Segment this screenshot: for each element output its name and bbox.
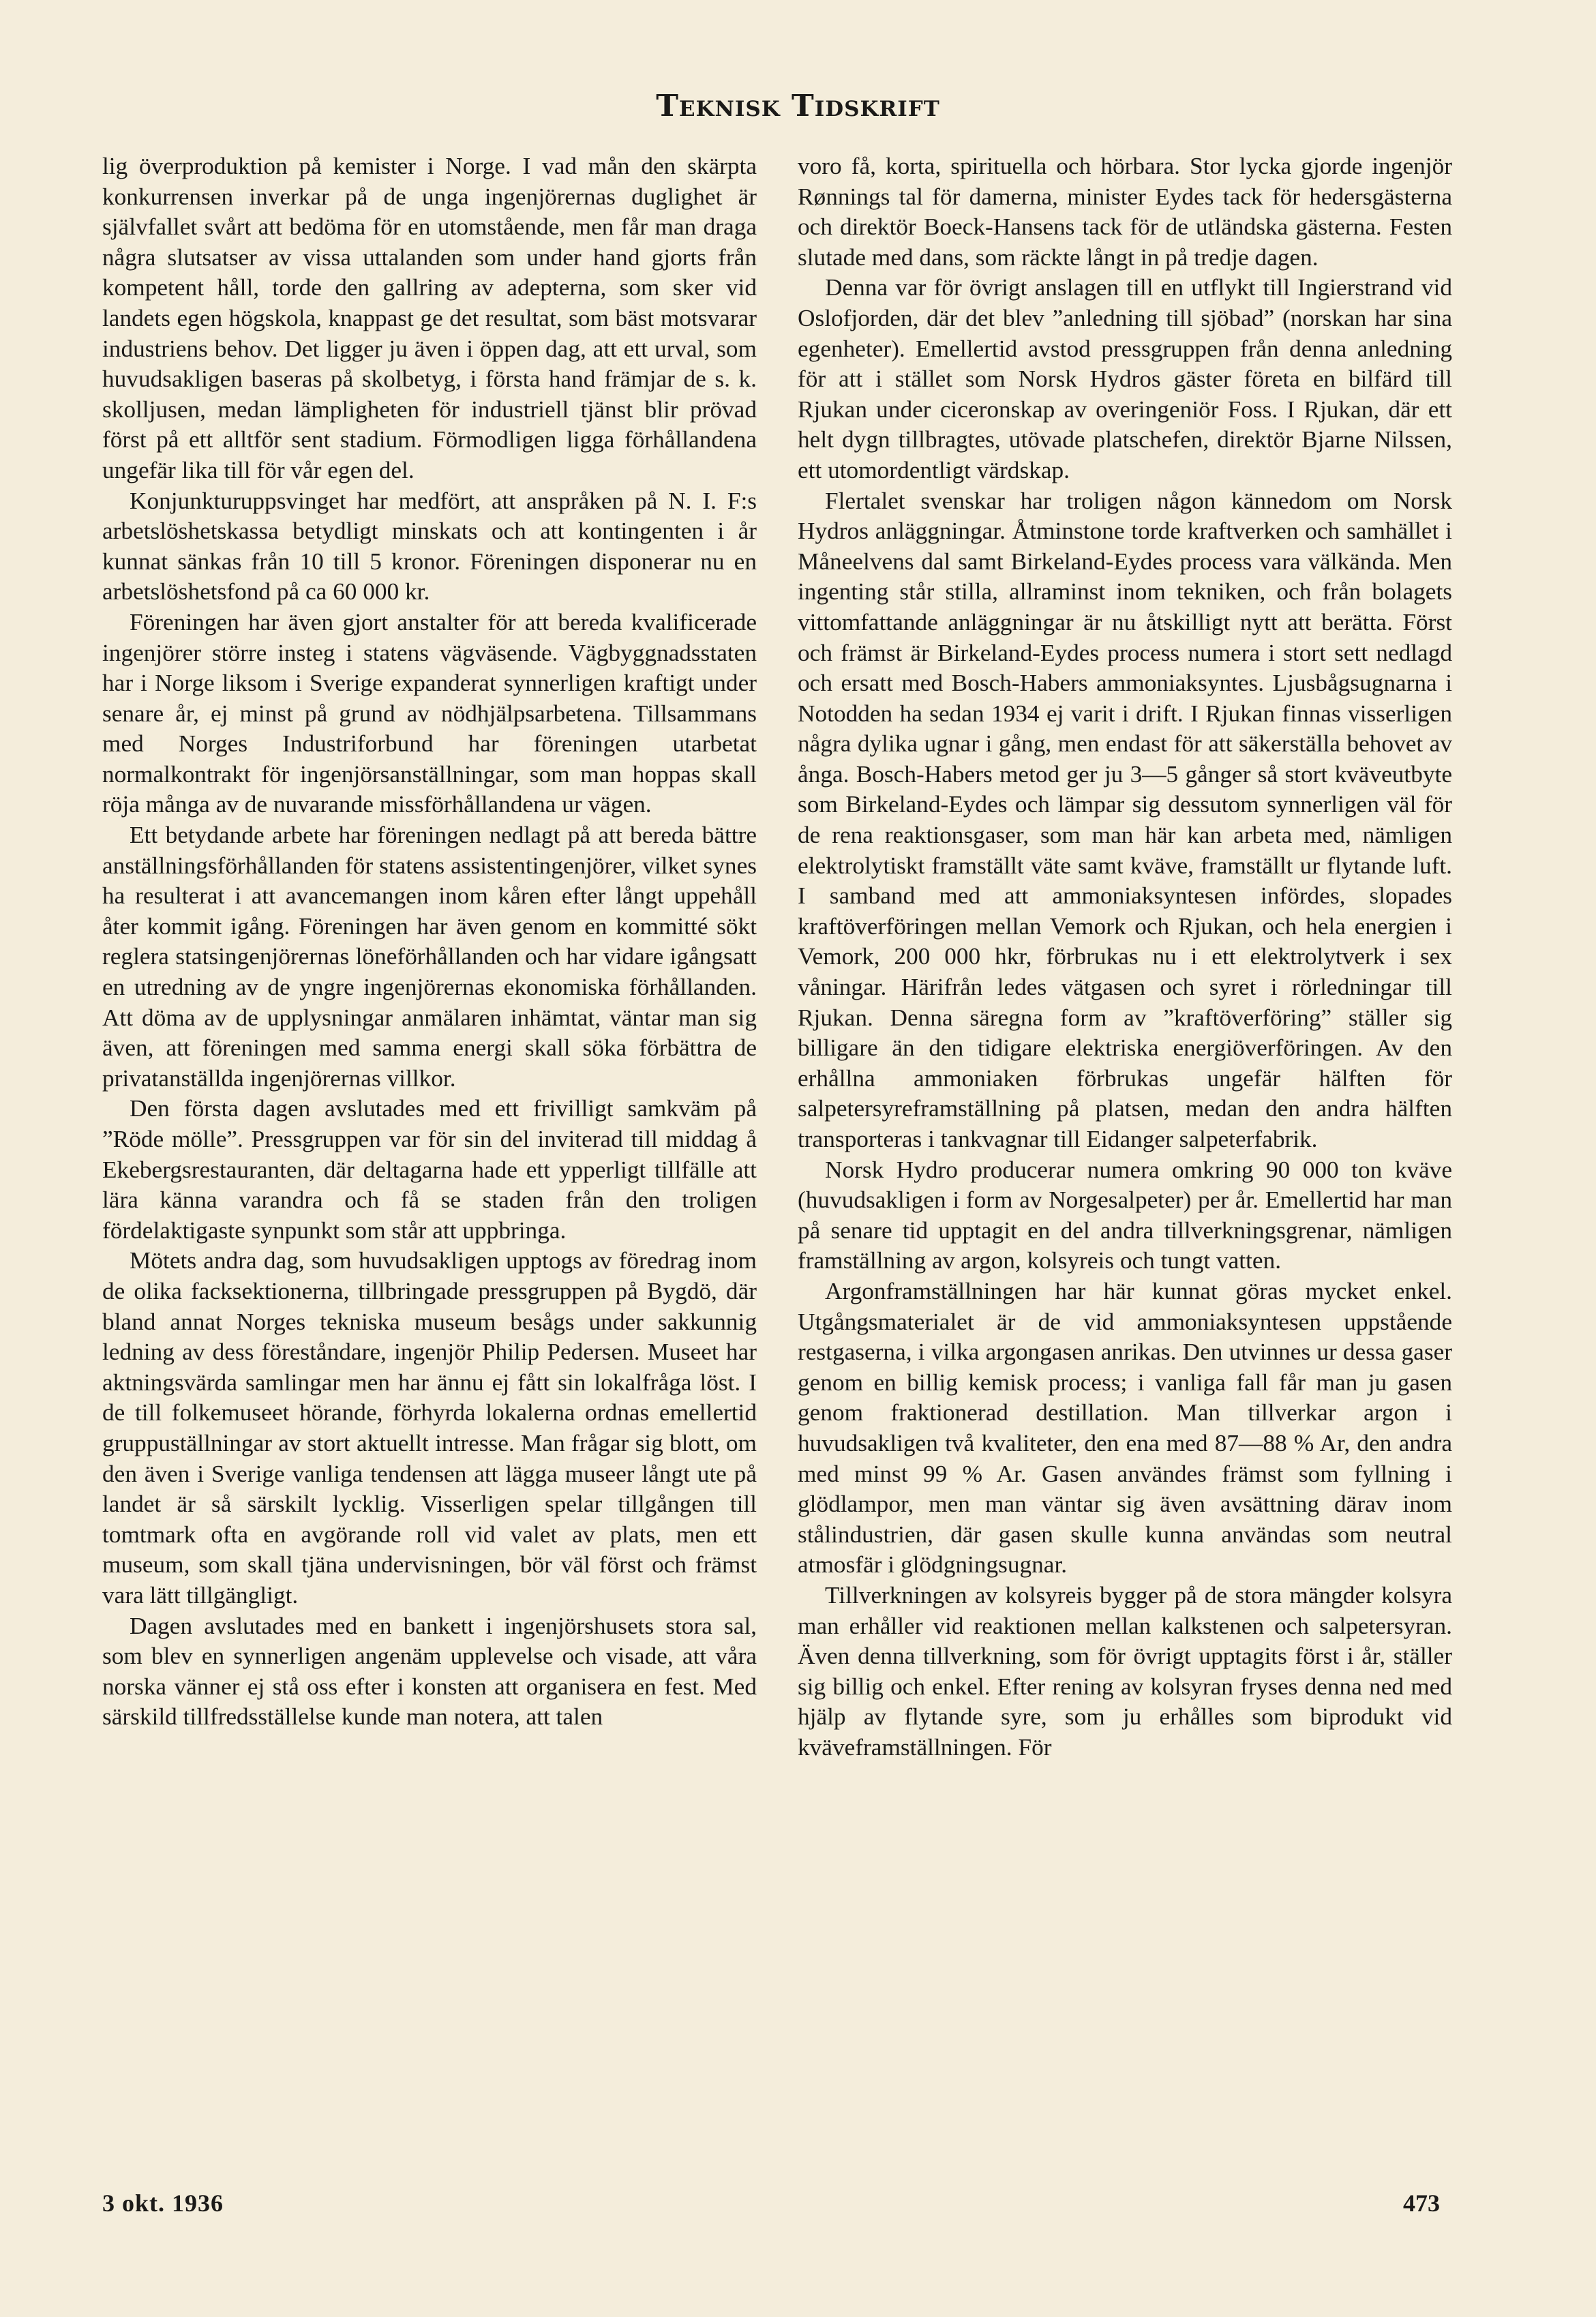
issue-date: 3 okt. 1936 bbox=[102, 2189, 224, 2217]
paragraph: Flertalet svenskar har troligen någon kännedom om Norsk Hydros anläggningar. Åtminstone torde kraftverken och samhället i Måneelvens dal samt Birkeland-Eydes process vara välkända. Men ingenting står stilla, allraminst inom tekniken, och från bolagets vittomfattande anläggningar är nu åtskilligt nytt att berätta. Först och främst är Birkeland-Eydes process numera i stort sett nedlagd och ersatt med Bosch-Habers ammoniaksyntes. Ljusbågsugnarna i Notodden ha sedan 1934 ej varit i drift. I Rjukan finnas visserligen några dylika ugnar i gång, men endast för att säkerställa behovet av ånga. Bosch-Habers metod ger ju 3—5 gånger så stort kväveutbyte som Birkeland-Eydes och lämpar sig dessutom synnerligen väl för de rena reaktionsgaser, som man här kan arbeta med, nämligen elektrolytiskt framställt väte samt kväve, framställt ur flytande luft. I samband med att ammoniaksyntesen infördes, slopades kraftöverföringen mellan Vemork och Rjukan, och hela energien i Vemork, 200 000 hkr, förbrukas nu i ett elektrolytverk i sex våningar. Härifrån ledes vätgasen och syret i rörledningar till Rjukan. Denna säregna form av ”kraftöverföring” ställer sig billigare än den tidigare elektriska energiöverföringen. Av den erhållna ammoniaken förbrukas ungefär hälften för salpetersyreframställning på platsen, medan den andra hälften transporteras i tankvagnar till Eidanger salpeterfabrik. bbox=[798, 487, 1452, 1152]
paragraph: Konjunkturuppsvinget har medfört, att anspråken på N. I. F:s arbetslöshetskassa betydligt minskats och att kontingenten i år kunnat sänkas från 10 till 5 kronor. Föreningen disponerar nu en arbetslöshetsfond på ca 60 000 kr. bbox=[102, 487, 757, 606]
left-column bbox=[102, 151, 757, 1733]
paragraph: Denna var för övrigt anslagen till en utflykt till Ingierstrand vid Oslofjorden, där det blev ”anledning till sjöbad” (norskan har sina egenheter). Emellertid avstod pressgruppen från denna anledning för att i stället som Norsk Hydros gäster företa en bilfärd till Rjukan under ciceronskap av overingeniör Foss. I Rjukan, där ett helt dygn tillbragtes, utövade platschefen, direktör Bjarne Nilssen, ett utomordentligt värdskap. bbox=[798, 274, 1452, 483]
right-column bbox=[798, 151, 1452, 1763]
paragraph: Föreningen har även gjort anstalter för att bereda kvalificerade ingenjörer större insteg i statens vägväsende. Vägbyggnadsstaten har i Norge liksom i Sverige expanderat synnerligen kraftigt under senare år, ej minst på grund av nödhjälpsarbetena. Tillsammans med Norges Industriforbund har föreningen utarbetat normalkontrakt för ingenjörsanställningar, som man hoppas skall röja många av de nuvarande missförhållandena ur vägen. bbox=[102, 608, 757, 818]
paragraph: Ett betydande arbete har föreningen nedlagt på att bereda bättre anställningsförhållanden för statens assistentingenjörer, vilket synes ha resulterat i att avancemangen inom kåren efter långt uppehåll åter kommit igång. Föreningen har även genom en kommitté sökt reglera statsingenjörernas löneförhållanden och har vidare igångsatt en utredning av de yngre ingenjörernas ekonomiska förhållanden. Att döma av de upplysningar anmälaren inhämtat, väntar man sig även, att föreningen med samma energi skall söka förbättra de privatanställda ingenjörernas villkor. bbox=[102, 822, 757, 1092]
paragraph: Dagen avslutades med en bankett i ingenjörshusets stora sal, som blev en synnerligen angenäm upplevelse och visade, att våra norska vänner ej stå oss efter i konsten att organisera en fest. Med särskild tillfredsställelse kunde man notera, att talen bbox=[102, 1612, 757, 1731]
paragraph: Argonframställningen har här kunnat göras mycket enkel. Utgångsmaterialet är de vid ammoniaksyntesen uppstående restgaserna, i vilka argongasen anrikas. Den utvinnes ur dessa gaser genom en billig kemisk process; i vanliga fall får man ju gasen genom fraktionerad destillation. Man tillverkar argon i huvudsakligen två kvaliteter, den ena med 87—88 % Ar, den andra med minst 99 % Ar. Gasen användes främst som fyllning i glödlampor, men man väntar sig även avsättning därav inom stålindustrien, där gasen skulle kunna användas som neutral atmosfär i glödgningsugnar. bbox=[798, 1277, 1452, 1579]
masthead-title: Teknisk Tidskrift bbox=[656, 89, 940, 123]
paragraph: lig överproduktion på kemister i Norge. I vad mån den skärpta konkurrensen inverkar på de unga ingenjörernas duglighet är självfallet svårt att bedöma för en utomstående, men får man draga några slutsatser av vissa uttalanden som under hand gjorts från kompetent håll, torde den gallring av adepterna, som sker vid landets egen högskola, knappast ge det resultat, som bäst motsvarar industriens behov. Det ligger ju även i öppen dag, att ett urval, som huvudsakligen baseras på skolbetyg, i första hand främjar de s. k. skolljusen, medan lämpligheten för industriell tjänst blir prövad först på ett alltför sent stadium. Förmodligen ligga förhållandena ungefär lika till för vår egen del. bbox=[102, 153, 757, 483]
paragraph: Mötets andra dag, som huvudsakligen upptogs av föredrag inom de olika facksektionerna, tillbringade pressgruppen på Bygdö, där bland annat Norges tekniska museum besågs under sakkunnig ledning av dess föreståndare, ingenjör Philip Pedersen. Museet har aktningsvärda samlingar men har ännu ej fått sin lokalfråga löst. I de till folkemuseet hörande, förhyrda lokalerna ordnas emellertid gruppuställningar av stort aktuellt intresse. Man frågar sig blott, om den även i Sverige vanliga tendensen att lägga museer långt ute på landet är så särskilt lycklig. Visserligen spelar tillgången till tomtmark ofta en avgörande roll vid valet av plats, men ett museum, som skall tjäna undervisningen, bör väl först och främst vara lätt tillgängligt. bbox=[102, 1247, 757, 1609]
paragraph: Norsk Hydro producerar numera omkring 90 000 ton kväve (huvudsakligen i form av Norgesalpeter) per år. Emellertid har man på senare tid upptagit en del andra tillverkningsgrenar, nämligen framställning av argon, kolsyreis och tungt vatten. bbox=[798, 1156, 1452, 1274]
page-number: 473 bbox=[1403, 2189, 1440, 2217]
paragraph: Tillverkningen av kolsyreis bygger på de stora mängder kolsyra man erhåller vid reaktionen mellan kalkstenen och salpetersyran. Även denna tillverkning, som för övrigt upptagits först i år, ställer sig billig och enkel. Efter rening av kolsyran fryses denna ned med hjälp av flytande syre, som ju erhålles som biprodukt vid kväveframställningen. För bbox=[798, 1581, 1452, 1761]
paragraph: Den första dagen avslutades med ett frivilligt samkväm på ”Röde mölle”. Pressgruppen var för sin del inviterad till middag å Ekebergsrestauranten, där deltagarna hade ett ypperligt tillfälle att lära känna varandra och få se staden från den troligen fördelaktigaste synpunkt som står att uppbringa. bbox=[102, 1095, 757, 1244]
paragraph: voro få, korta, spirituella och hörbara. Stor lycka gjorde ingenjör Rønnings tal för damerna, minister Eydes tack för hedersgästerna och direktör Boeck-Hansens tack för de utländska gästerna. Festen slutade med dans, som räckte långt in på tredje dagen. bbox=[798, 153, 1452, 271]
